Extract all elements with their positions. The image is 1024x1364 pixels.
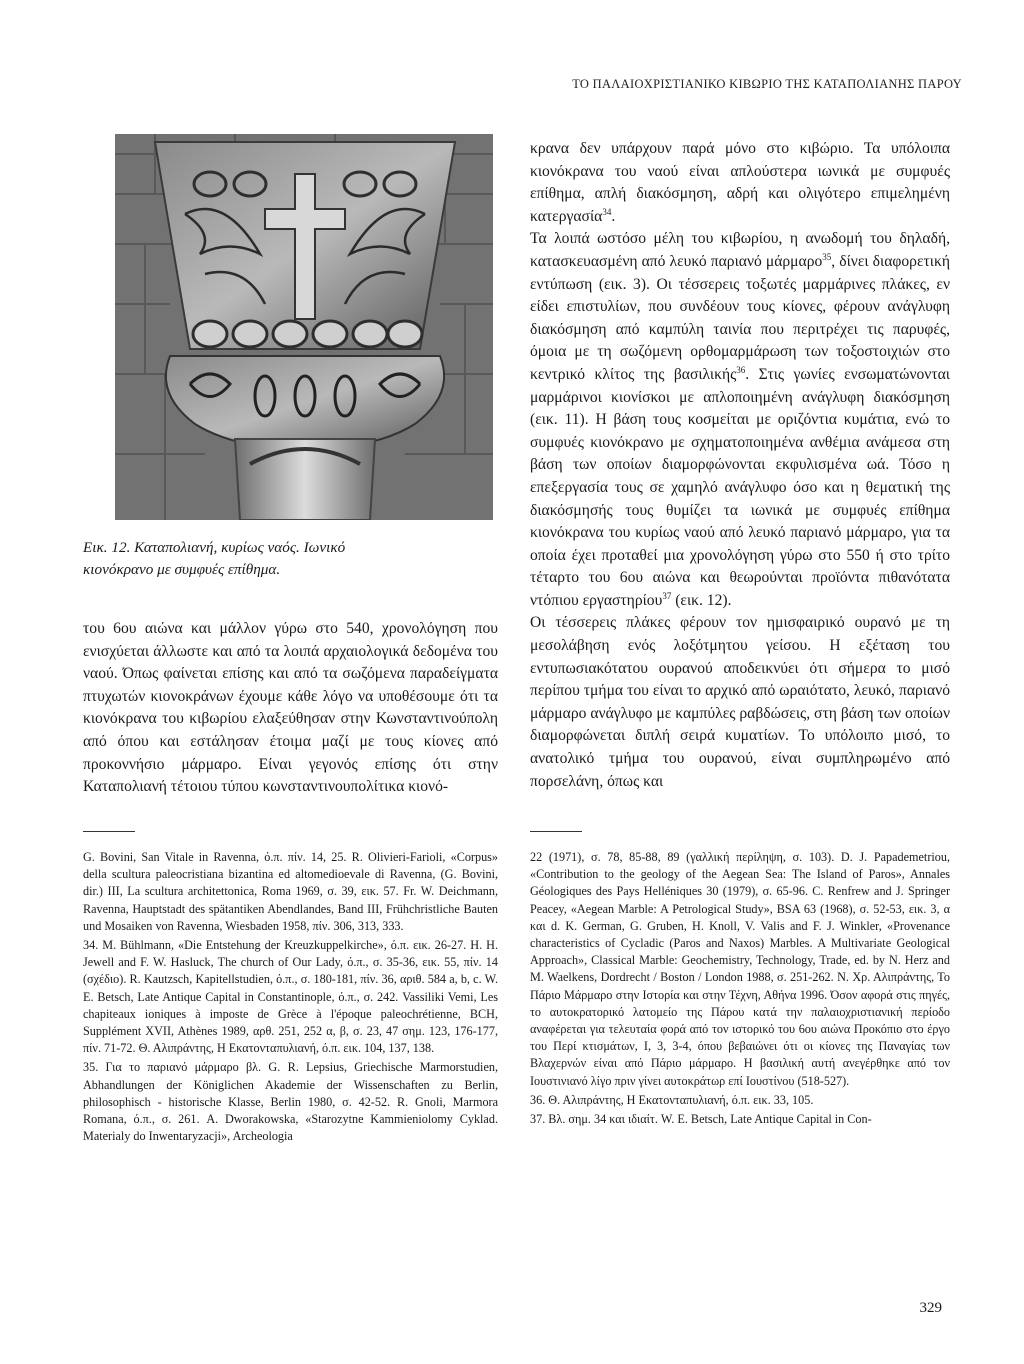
footnote-rule-left: [83, 831, 135, 832]
page-number: 329: [919, 1300, 942, 1316]
left-column-text: [83, 618, 498, 799]
footnote-ref-34: 34: [602, 206, 612, 217]
footnote-36: 36. Θ. Αλιπράντης, Η Εκατονταπυλιανή, ό.π. εικ. 33, 105.: [530, 1092, 814, 1107]
footnote-34: 34. M. Bühlmann, «Die Entstehung der Kreuzkuppelkirche», ό.π. εικ. 26-27. H. H. Jewell and F. W. Hasluck, The church of Our Lady, ό.π., σ. 35-36, εικ. 55, πίν. 14 (σχέδιο). R. Kautzsch, Kapitellstudien, ό.π., σ. 180-181, πίν. 36, αριθ. 584 a, b, c. W. E. Betsch, Late Antique Capital in Constantinople, ό.π., σ. 242. Vassiliki Vemi, Les chapiteaux ioniques à imposte de Grèce à l'époque paleochrétienne, BCH, Supplément XVII, Athènes 1989, αρθ. 251, 252 α, β, σ. 23, 47 σημ. 123, 176-177, πίν. 71-72. Θ. Αλιπράντης, Η Εκατονταπυλιανή, ό.π. εικ. 104, 137, 138.: [83, 938, 498, 1056]
right-paragraph-3: Οι τέσσερεις πλάκες φέρουν τον ημισφαιρικό ουρανό με τη μεσολάβηση ενός λοξότμητου γείσου. Η εξέταση του εντυπωσιακότατου ουρανού αποδεικνύει ότι σήμερα το μισό περίπου τμήμα του είναι το αρχικό από ωραιότατο, λευκό, παριανό μάρμαρο ανάγλυφο με καμπύλες ραβδώσεις, στη βάση των οποίων διαμορφώνεται διπλή σειρά κυματίων. Το υπόλοιπο μισό, το ανατολικό τμήμα του ουρανού, είναι συμπληρωμένο από πορσελάνη, όπως και: [530, 614, 950, 790]
footnote-rule-right: [530, 831, 582, 832]
footnote-ref-35: 35: [822, 251, 832, 262]
footnote-37: 37. Βλ. σημ. 34 και ιδιαίτ. W. E. Betsch, Late Antique Capital in Con-: [530, 1112, 872, 1127]
right-column-text: [530, 138, 950, 793]
footnote-ref-37: 37: [662, 590, 672, 601]
running-head: ΤΟ ΠΑΛΑΙΟΧΡΙΣΤΙΑΝΙΚΟ ΚΙΒΩΡΙΟ ΤΗΣ ΚΑΤΑΠΟΛΙΑΝΗΣ ΠΑΡΟΥ: [572, 77, 962, 91]
figure-caption: Εικ. 12. Καταπολιανή, κυρίως ναός. Ιωνικό κιονόκρανο με συμφυές επίθημα.: [83, 539, 346, 578]
footnote-ref-36: 36: [736, 364, 746, 375]
left-paragraph: του 6ου αιώνα και μάλλον γύρω στο 540, χρονολόγηση που ενισχύεται άλλωστε και από τα λοιπά αρχαιολογικά δεδομένα του ναού. Όπως φαίνεται επίσης και από τα σωζόμενα παραδείγματα πτυχωτών κιονοκράνων έχουμε κάθε λόγο να υποθέσουμε ότι τα κιονόκρανα του κιβωρίου ελαξεύθησαν στην Κωνσταντινούπολη από όπου και εστάλησαν έτοιμα μαζί με τους κίονες από προκοννήσιο μάρμαρο. Είναι γεγονός επίσης ότι στην Καταπολιανή τέτοιου τύπου κωνσταντινουπολίτικα κιονό-: [83, 620, 498, 796]
right-paragraph-2: Τα λοιπά ωστόσο μέλη του κιβωρίου, η ανωδομή του δηλαδή, κατασκευασμένη από λευκό παριανό μάρμαρο$^{35}$, δίνει διαφορετική εντύπωση (εικ. 3). Οι τέσσερεις τοξωτές μαρμάρινες πλάκες, εν είδει επιστυλίων, που συνδέουν τους κίονες, φέρουν ανάγλυφη διακόσμηση από καμπύλη ταινία που περιτρέχει τις παρυφές, όμοια με τη σωζόμενη ορθομαρμάρωση των τοξοστοιχιών στο κεντρικό κλίτος της βασιλικής$^{36}$. Στις γωνίες ενσωματώνονται μαρμάρινοι κιονίσκοι με απλοποιημένη ανάγλυφη διακόσμηση (εικ. 11). Η βάση τους κοσμείται με οριζόντια κυμάτια, ενώ το συμφυές κιονόκρανο με σχηματοποιημένα ανθέμια ανάμεσα στη βάση των οποίων διαμορφώνονται εκφυλισμένα ωά. Τόσο η επεξεργασία τους σε χαμηλό ανάγλυφο όσο και η θεματική της διακόσμησής τους θυμίζει τα ιωνικά με συμφυές επίθημα κιονόκρανα του κυρίως ναού από λευκό παριανό μάρμαρο, για τα οποία έχει προταθεί μια χρονολόγηση γύρω στο 550 ή στο τρίτο τέταρτο του 6ου αιώνα και θεωρούνται προϊόντα πιθανότατα ντόπιου εργαστηρίου$^{37}$ (εικ. 12).: [530, 230, 950, 609]
footnote-35-continued: 22 (1971), σ. 78, 85-88, 89 (γαλλική περίληψη, σ. 103). D. J. Papademetriou, «Contribution to the geology of the Aegean Sea: The Island of Paros», Annales Géologiques des Pays Helléniques 30 (1979), σ. 65-96. C. Renfrew and J. Springer Peacey, «Aegean Marble: A Petrological Study», BSA 63 (1968), σ. 52-53, εικ. 3, α και d. K. German, G. Gruben, H. Knoll, V. Valis and F. J. Winkler, «Provenance characteristics of Cycladic (Paros and Naxos) Marbles. A Multivariate Geological Approach», Classical Marble: Geochemistry, Technology, Trade, ed. by N. Herz and M. Waelkens, Dordrecht / Boston / London 1988, σ. 251-262. N. Χρ. Αλιπράντης, Το Πάριο Μάρμαρο στην Ιστορία και στην Τέχνη, Αθήνα 1996. Όσον αφορά στις πηγές, το αυτοκρατορικό λατομείο της Πάρου κατά την παλαιοχριστιανική περίοδο αναφέρεται για τελευταία φορά από τον ιστορικό του 6ου αιώνα Προκόπιο στο έργο του Περί κτισμάτων, I, 3, 3-4, όπου βεβαιώνει ότι οι κίονες της Παναγίας των Βλαχερνών είναι από Πάριο μάρμαρο. Η βασιλική αυτή ανεγέρθηκε από τον Ιουστινιανό λίγο πριν γίνει αυτοκράτωρ επί Ιουστίνου (518-527).: [530, 850, 950, 1088]
footnotes-left: [83, 849, 498, 1147]
figure-ionic-capital-photo: [115, 134, 493, 520]
capital-photo-illustration: [115, 134, 493, 520]
footnote-33-continued: G. Bovini, San Vitale in Ravenna, ό.π. πίν. 14, 25. R. Olivieri-Farioli, «Corpus» della scultura paleocristiana bizantina ed altomedioevale di Ravenna, (G. Bovini, dir.) III, La scultura architettonica, Roma 1969, σ. 39, εικ. 57. Fr. W. Deichmann, Ravenna, Hauptstadt des spätantiken Abendlandes, Band III, Frühchristliche Bauten und Mosaiken von Ravenna, Wiesbaden 1958, πίν. 306, 313, 333.: [83, 850, 498, 933]
footnotes-right: [530, 849, 950, 1130]
footnote-35: 35. Για το παριανό μάρμαρο βλ. G. R. Lepsius, Griechische Marmorstudien, Abhandlungen der Königlichen Akademie der Wissenschaften zu Berlin, philosophisch - historische Klasse, Berlin 1980, σ. 42-52. R. Gnoli, Marmora Romana, ό.π., σ. 261. A. Dworakowska, «Starozytne Kammieniolomy Cyklad. Materialy do Inwentaryzacji», Archeologia: [83, 1060, 498, 1144]
right-paragraph-1: κρανα δεν υπάρχουν παρά μόνο στο κιβώριο. Τα υπόλοιπα κιονόκρανα του ναού είναι απλούστερα ιωνικά με συμφυές επίθημα, απλή διακόσμηση, αδρή και ολιγότερο επιμελημένη κατεργασία$^{34}$.: [530, 140, 950, 225]
